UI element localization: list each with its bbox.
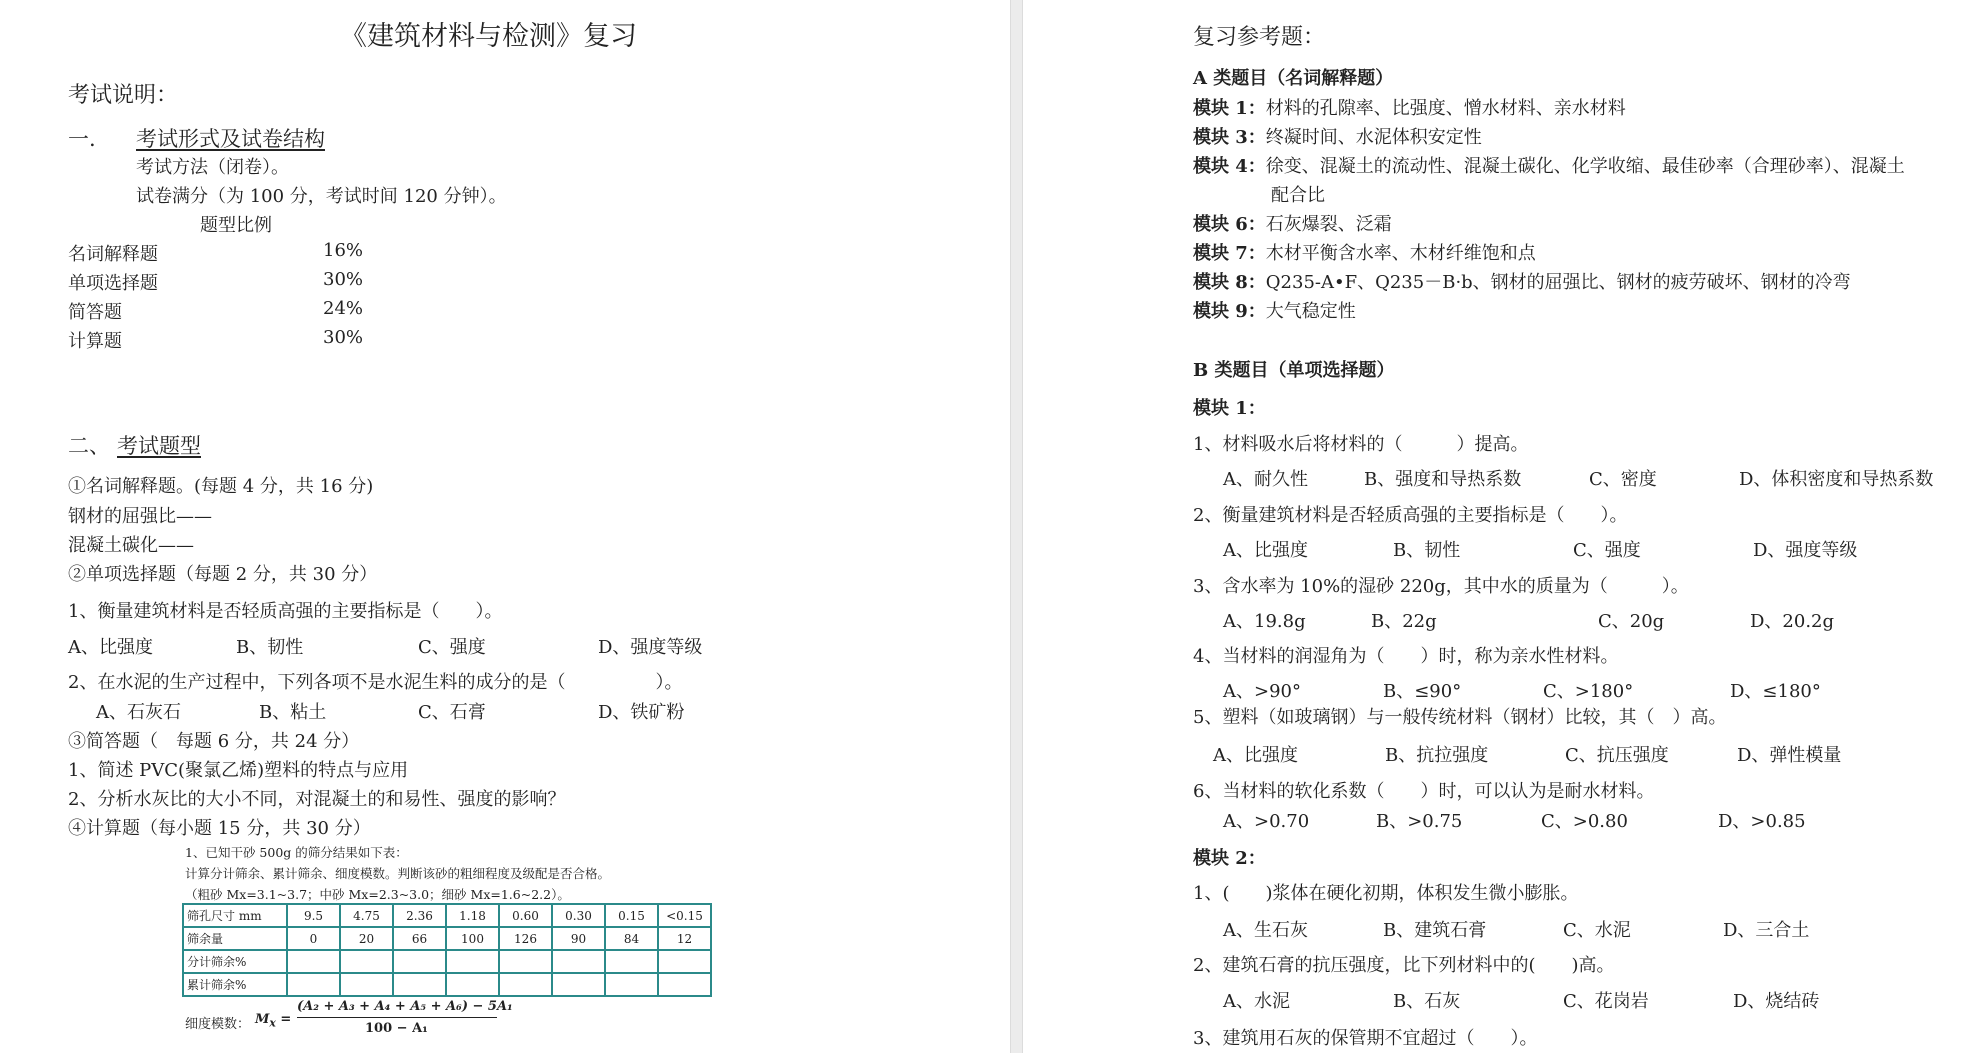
option: C、石膏 — [418, 702, 486, 723]
option: D、铁矿粉 — [598, 702, 685, 723]
calc-line-1: 1、已知干砂 500g 的筛分结果如下表： — [185, 845, 408, 860]
table-cell: 126 — [499, 927, 552, 950]
formula-label: 细度模数： — [185, 1017, 251, 1032]
option: B、建筑石膏 — [1383, 920, 1487, 941]
full-score: 试卷满分（为 100 分，考试时间 120 分钟）。 — [136, 186, 507, 207]
row-header: 分计筛余% — [183, 950, 287, 973]
option: C、花岗岩 — [1563, 991, 1649, 1012]
table-cell: 20 — [340, 927, 393, 950]
option: B、粘土 — [259, 702, 327, 723]
ratio-label: 单项选择题 — [68, 273, 158, 294]
question: 1、( )浆体在硬化初期，体积发生微小膨胀。 — [1193, 883, 1579, 904]
row-header: 筛孔尺寸 mm — [183, 904, 287, 927]
exam-method: 考试方法（闭卷）。 — [136, 157, 289, 178]
option: D、>0.85 — [1718, 811, 1806, 832]
question-type-1: ①名词解释题。(每题 4 分，共 16 分) — [68, 476, 374, 497]
module-1-label: 模块 1： — [1193, 398, 1266, 419]
option: C、抗压强度 — [1565, 745, 1669, 766]
option: C、20g — [1598, 611, 1665, 632]
table-cell: 4.75 — [340, 904, 393, 927]
option: A、19.8g — [1223, 611, 1306, 632]
question-type-4: ④计算题（每小题 15 分，共 30 分） — [68, 818, 371, 839]
table-cell — [287, 950, 340, 973]
option: B、≤90° — [1383, 681, 1462, 702]
option: C、强度 — [418, 637, 486, 658]
option: D、体积密度和导热系数 — [1739, 469, 1934, 490]
option: B、韧性 — [1393, 540, 1461, 561]
category-a-item: 模块 8：Q235-A•F、Q235－B·b、钢材的屈强比、钢材的疲劳破坏、钢材的冷弯 — [1193, 272, 1851, 293]
table-cell: 0.60 — [499, 904, 552, 927]
ratio-row — [68, 269, 388, 295]
category-a-item: 模块 7：木材平衡含水率、木材纤维饱和点 — [1193, 243, 1536, 264]
formula-denominator: 100 − A₁ — [365, 1021, 428, 1036]
table-cell — [605, 950, 658, 973]
question-type-2: ②单项选择题（每题 2 分，共 30 分） — [68, 564, 378, 585]
category-a-item-continued: 配合比 — [1271, 185, 1325, 206]
short-answer-2: 2、分析水灰比的大小不同，对混凝土的和易性、强度的影响？ — [68, 789, 566, 810]
table-cell: 0.30 — [552, 904, 605, 927]
ratio-row — [68, 298, 388, 324]
module-2-label: 模块 2： — [1193, 848, 1266, 869]
table-cell — [499, 950, 552, 973]
mc-question-1: 1、衡量建筑材料是否轻质高强的主要指标是（ ）。 — [68, 601, 503, 622]
table-cell — [446, 950, 499, 973]
calc-line-3: （粗砂 Mx=3.1~3.7；中砂 Mx=2.3~3.0；细砂 Mx=1.6~2.2）。 — [185, 887, 570, 902]
category-a-item: 模块 9：大气稳定性 — [1193, 301, 1356, 322]
option: B、石灰 — [1393, 991, 1461, 1012]
option: A、耐久性 — [1223, 469, 1308, 490]
table-cell — [287, 973, 340, 996]
fraction-bar — [297, 1017, 497, 1018]
page-divider — [1010, 0, 1023, 1053]
option: A、石灰石 — [96, 702, 181, 723]
table-cell: 2.36 — [393, 904, 446, 927]
review-title: 复习参考题： — [1193, 25, 1326, 50]
table-cell: 1.18 — [446, 904, 499, 927]
table-cell: 0.15 — [605, 904, 658, 927]
question: 3、建筑用石灰的保管期不宜超过（ ）。 — [1193, 1028, 1538, 1049]
formula-numerator: (A₂ + A₃ + A₄ + A₅ + A₆) − 5A₁ — [297, 999, 513, 1014]
section2-number: 二、 — [68, 434, 110, 458]
right-document-page — [1023, 0, 1977, 1053]
option: A、>90° — [1223, 681, 1301, 702]
option: C、强度 — [1573, 540, 1641, 561]
table-cell — [552, 973, 605, 996]
row-header: 累计筛余% — [183, 973, 287, 996]
option: C、>0.80 — [1541, 811, 1628, 832]
table-cell — [340, 950, 393, 973]
question: 5、塑料（如玻璃钢）与一般传统材料（钢材）比较，其（ ）高。 — [1193, 707, 1727, 728]
table-row — [183, 973, 711, 996]
section1-number: 一. — [68, 127, 96, 151]
exam-notes-heading: 考试说明： — [68, 83, 179, 108]
question: 4、当材料的润湿角为（ ）时，称为亲水性材料。 — [1193, 646, 1619, 667]
document-title: 《建筑材料与检测》复习 — [340, 21, 637, 52]
ratio-heading: 题型比例 — [200, 215, 272, 236]
option: B、22g — [1371, 611, 1437, 632]
category-a-item: 模块 3：终凝时间、水泥体积安定性 — [1193, 127, 1482, 148]
table-cell: 9.5 — [287, 904, 340, 927]
option: C、>180° — [1543, 681, 1634, 702]
table-cell — [393, 973, 446, 996]
table-cell: 12 — [658, 927, 711, 950]
calc-line-2: 计算分计筛余、累计筛余、细度模数。判断该砂的粗细程度及级配是否合格。 — [185, 866, 611, 881]
option: D、强度等级 — [598, 637, 703, 658]
mc-question-2: 2、在水泥的生产过程中，下列各项不是水泥生料的成分的是（ ）。 — [68, 672, 683, 693]
question: 2、衡量建筑材料是否轻质高强的主要指标是（ ）。 — [1193, 505, 1628, 526]
option: D、三合土 — [1723, 920, 1810, 941]
table-cell — [658, 950, 711, 973]
table-cell: 84 — [605, 927, 658, 950]
formula-lhs: $M_x$ = — [255, 1012, 292, 1030]
table-cell: 0 — [287, 927, 340, 950]
table-cell: 100 — [446, 927, 499, 950]
ratio-value: 16% — [323, 240, 364, 261]
table-cell: 66 — [393, 927, 446, 950]
ratio-value: 30% — [323, 269, 364, 290]
option: A、比强度 — [68, 637, 153, 658]
table-cell: <0.15 — [658, 904, 711, 927]
section1-title: 考试形式及试卷结构 — [136, 127, 325, 151]
category-a-item: 模块 4：徐变、混凝土的流动性、混凝土碳化、化学收缩、最佳砂率（合理砂率）、混凝土 — [1193, 156, 1905, 177]
sieve-table — [182, 903, 712, 997]
option: C、水泥 — [1563, 920, 1631, 941]
option: D、弹性模量 — [1737, 745, 1842, 766]
question: 2、建筑石膏的抗压强度，比下列材料中的( )高。 — [1193, 955, 1615, 976]
ratio-label: 名词解释题 — [68, 244, 158, 265]
category-a-title: A 类题目（名词解释题） — [1193, 68, 1394, 89]
table-row — [183, 950, 711, 973]
option: D、≤180° — [1730, 681, 1821, 702]
table-cell — [340, 973, 393, 996]
category-a-item: 模块 6：石灰爆裂、泛霜 — [1193, 214, 1392, 235]
question-type-3: ③简答题（ 每题 6 分，共 24 分） — [68, 731, 360, 752]
short-answer-1: 1、简述 PVC(聚氯乙烯)塑料的特点与应用 — [68, 760, 409, 781]
table-row — [183, 904, 711, 927]
table-cell — [393, 950, 446, 973]
category-a-item: 模块 1：材料的孔隙率、比强度、憎水材料、亲水材料 — [1193, 98, 1626, 119]
row-header: 筛余量 — [183, 927, 287, 950]
option: D、强度等级 — [1753, 540, 1858, 561]
section2-title: 考试题型 — [117, 434, 201, 458]
option: C、密度 — [1589, 469, 1657, 490]
table-row — [183, 927, 711, 950]
question: 1、材料吸水后将材料的（ ）提高。 — [1193, 434, 1529, 455]
option: D、烧结砖 — [1733, 991, 1820, 1012]
table-cell — [658, 973, 711, 996]
option: A、比强度 — [1213, 745, 1298, 766]
option: B、抗拉强度 — [1385, 745, 1489, 766]
option: A、比强度 — [1223, 540, 1308, 561]
ratio-label: 简答题 — [68, 302, 122, 323]
category-b-title: B 类题目（单项选择题） — [1193, 360, 1395, 381]
option: D、20.2g — [1750, 611, 1835, 632]
table-cell — [605, 973, 658, 996]
term-1: 钢材的屈强比—— — [68, 506, 212, 527]
option: A、生石灰 — [1223, 920, 1308, 941]
term-2: 混凝土碳化—— — [68, 535, 194, 556]
ratio-row — [68, 327, 388, 353]
ratio-label: 计算题 — [68, 331, 122, 352]
table-cell — [446, 973, 499, 996]
question: 3、含水率为 10%的湿砂 220g，其中水的质量为（ ）。 — [1193, 576, 1689, 597]
table-cell — [552, 950, 605, 973]
ratio-value: 24% — [323, 298, 364, 319]
option: A、水泥 — [1223, 991, 1290, 1012]
ratio-value: 30% — [323, 327, 364, 348]
option: B、强度和导热系数 — [1364, 469, 1522, 490]
option: B、韧性 — [236, 637, 304, 658]
option: B、>0.75 — [1376, 811, 1463, 832]
table-cell: 90 — [552, 927, 605, 950]
question: 6、当材料的软化系数（ ）时，可以认为是耐水材料。 — [1193, 781, 1655, 802]
option: A、>0.70 — [1223, 811, 1310, 832]
table-cell — [499, 973, 552, 996]
ratio-row — [68, 240, 388, 266]
